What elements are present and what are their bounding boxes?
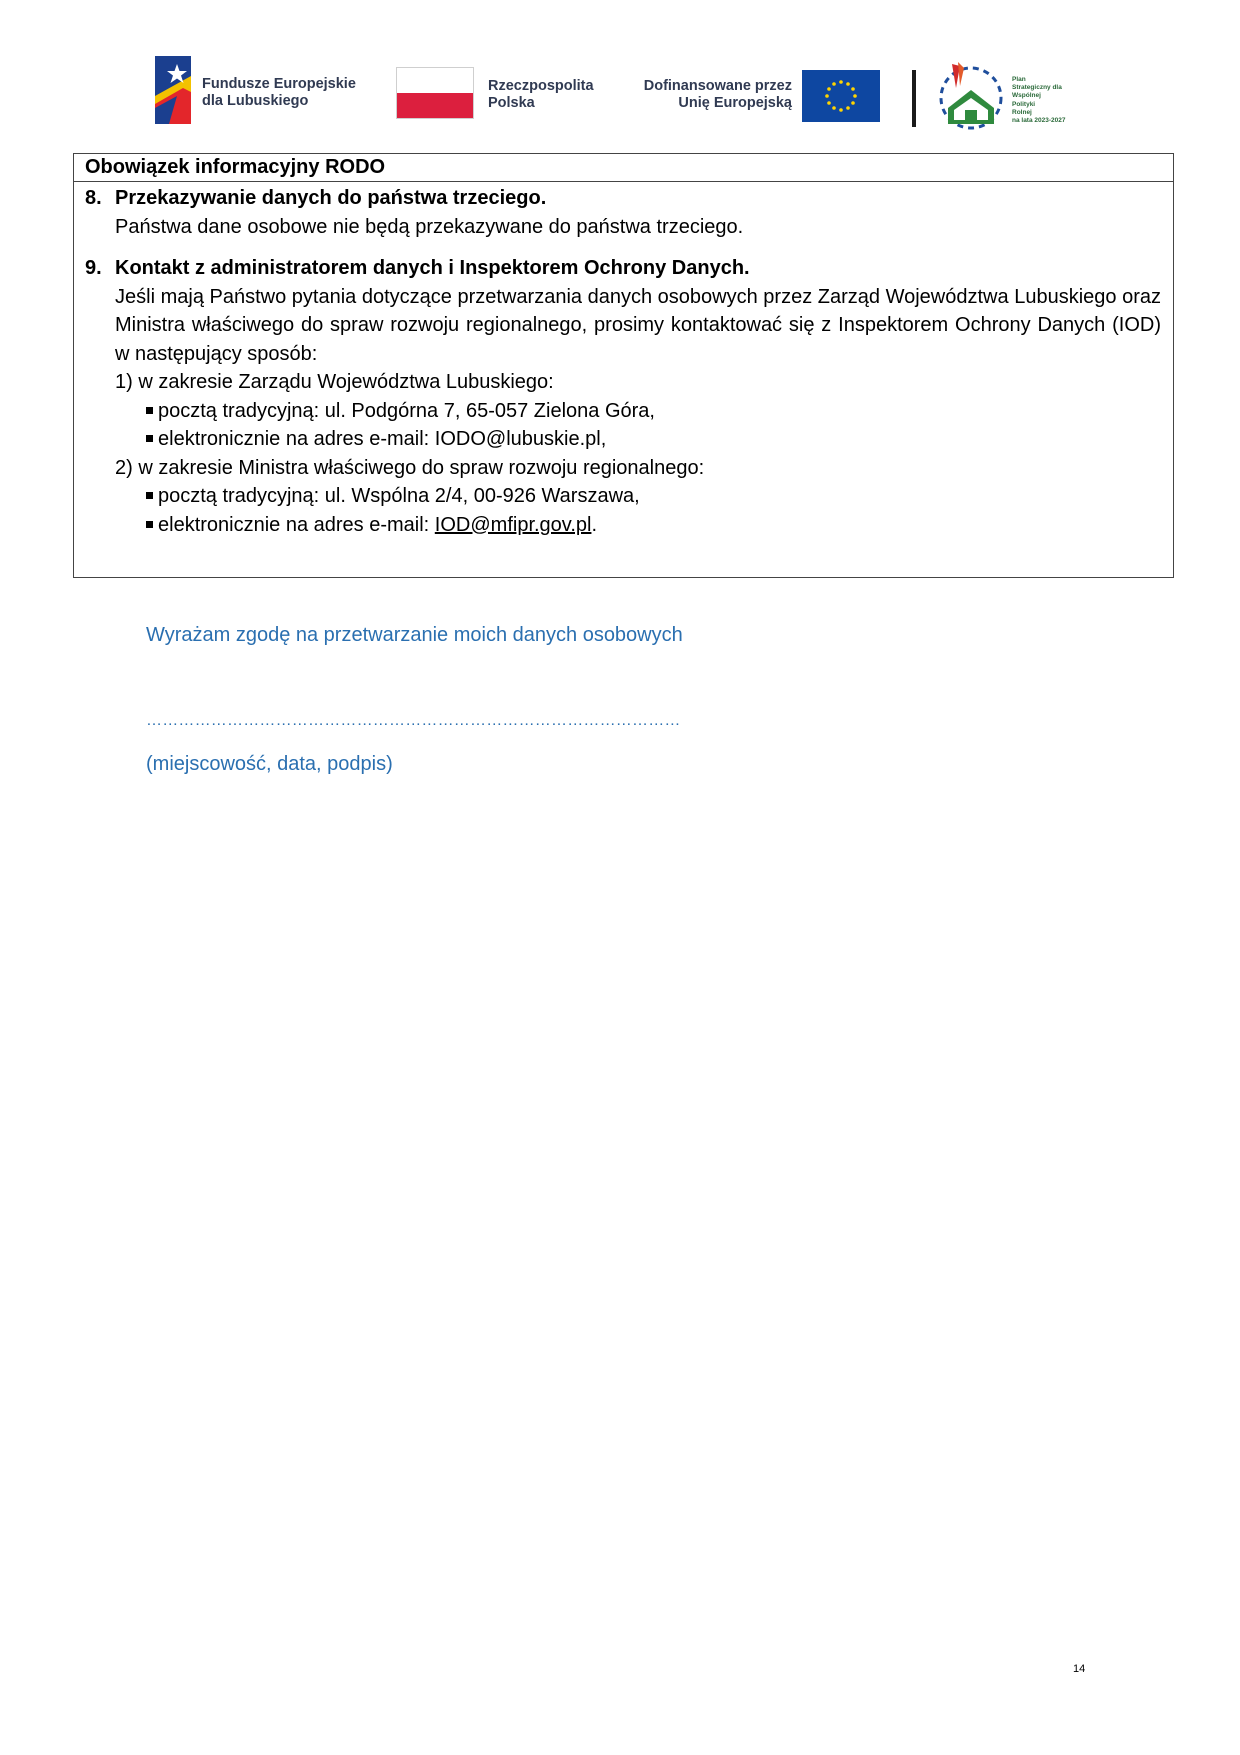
psp-logo-line: Strategiczny dla — [1012, 84, 1062, 92]
section-8-title: Przekazywanie danych do państwa trzeciego. — [115, 187, 547, 209]
pl-logo-text — [488, 78, 594, 112]
section-8 — [85, 184, 1161, 241]
iod-email-link[interactable]: IOD@mfipr.gov.pl — [434, 513, 592, 536]
pl-logo-line1: Rzeczpospolita — [488, 78, 594, 94]
pl-logo-line2: Polska — [488, 95, 535, 111]
contact-item-2-post: pocztą tradycyjną: ul. Wspólna 2/4, 00-926 Warszawa, — [158, 485, 640, 507]
logo-strip — [0, 0, 1240, 140]
psp-logo-line: Polityki — [1012, 100, 1036, 108]
section-9 — [85, 254, 1161, 539]
signature-label: (miejscowość, data, podpis) — [146, 753, 393, 775]
square-bullet-icon — [146, 435, 153, 442]
square-bullet-icon — [146, 407, 153, 414]
signature-line[interactable]: ……………………………………………………………………………………… — [146, 712, 681, 729]
psp-logo-line: Wspólnej — [1012, 92, 1041, 100]
consent-statement: Wyrażam zgodę na przetwarzanie moich danych osobowych — [146, 624, 683, 646]
square-bullet-icon — [146, 521, 153, 528]
fe-star-flag-icon — [155, 56, 191, 124]
poland-flag-icon — [396, 67, 474, 119]
psp-logo-icon — [934, 58, 1008, 134]
section-8-text: Państwa dane osobowe nie będą przekazywane do państwa trzeciego. — [115, 215, 744, 238]
eu-logo-text — [632, 78, 792, 112]
section-9-title: Kontakt z administratorem danych i Inspektorem Ochrony Danych. — [115, 257, 750, 279]
fe-logo-text — [202, 76, 356, 110]
contact-item-2-bullet — [115, 482, 1161, 511]
rodo-info-box — [73, 153, 1174, 578]
eu-flag-icon — [802, 70, 880, 122]
psp-logo-line: na lata 2023-2027 — [1012, 117, 1066, 125]
contact-item-1-post: pocztą tradycyjną: ul. Podgórna 7, 65-057 Zielona Góra, — [158, 399, 655, 422]
contact-item-2-bullet — [115, 511, 1161, 540]
square-bullet-icon — [146, 492, 153, 499]
rodo-heading: Obowiązek informacyjny RODO — [74, 154, 1173, 182]
rodo-body — [74, 182, 1173, 539]
logo-separator — [912, 70, 916, 127]
psp-logo-line: Plan — [1012, 76, 1026, 83]
page-number: 14 — [1073, 1663, 1086, 1675]
contact-item-2-email-prefix: elektronicznie na adres e-mail: — [158, 513, 435, 536]
contact-item-1-bullet — [115, 425, 1161, 454]
contact-item-1-bullet — [115, 397, 1161, 426]
psp-logo-line: Rolnej — [1012, 108, 1032, 116]
fe-logo-line2: dla Lubuskiego — [202, 93, 309, 109]
psp-logo-text — [1012, 76, 1065, 125]
section-9-number: 9. — [85, 257, 102, 279]
contact-item-2: 2) w zakresie Ministra właściwego do spraw rozwoju regionalnego: — [115, 456, 705, 479]
eu-logo-line1: Dofinansowane przez — [643, 78, 792, 94]
contact-item-1: 1) w zakresie Zarządu Województwa Lubuskiego: — [115, 371, 554, 393]
contact-item-2-email-suffix: . — [591, 513, 597, 536]
contact-item-1-email: elektronicznie na adres e-mail: IODO@lubuskie.pl, — [158, 428, 607, 450]
eu-logo-line2: Unię Europejską — [678, 95, 792, 111]
fe-logo-line1: Fundusze Europejskie — [202, 76, 356, 92]
section-8-number: 8. — [85, 187, 102, 209]
section-9-intro: Jeśli mają Państwo pytania dotyczące przetwarzania danych osobowych przez Zarząd Województwa Lubuskiego oraz Ministra właściwego do spraw rozwoju regionalnego, prosimy kontaktować się z Inspektorem Ochrony Danych (IOD) w następujący sposób: — [115, 285, 1161, 365]
